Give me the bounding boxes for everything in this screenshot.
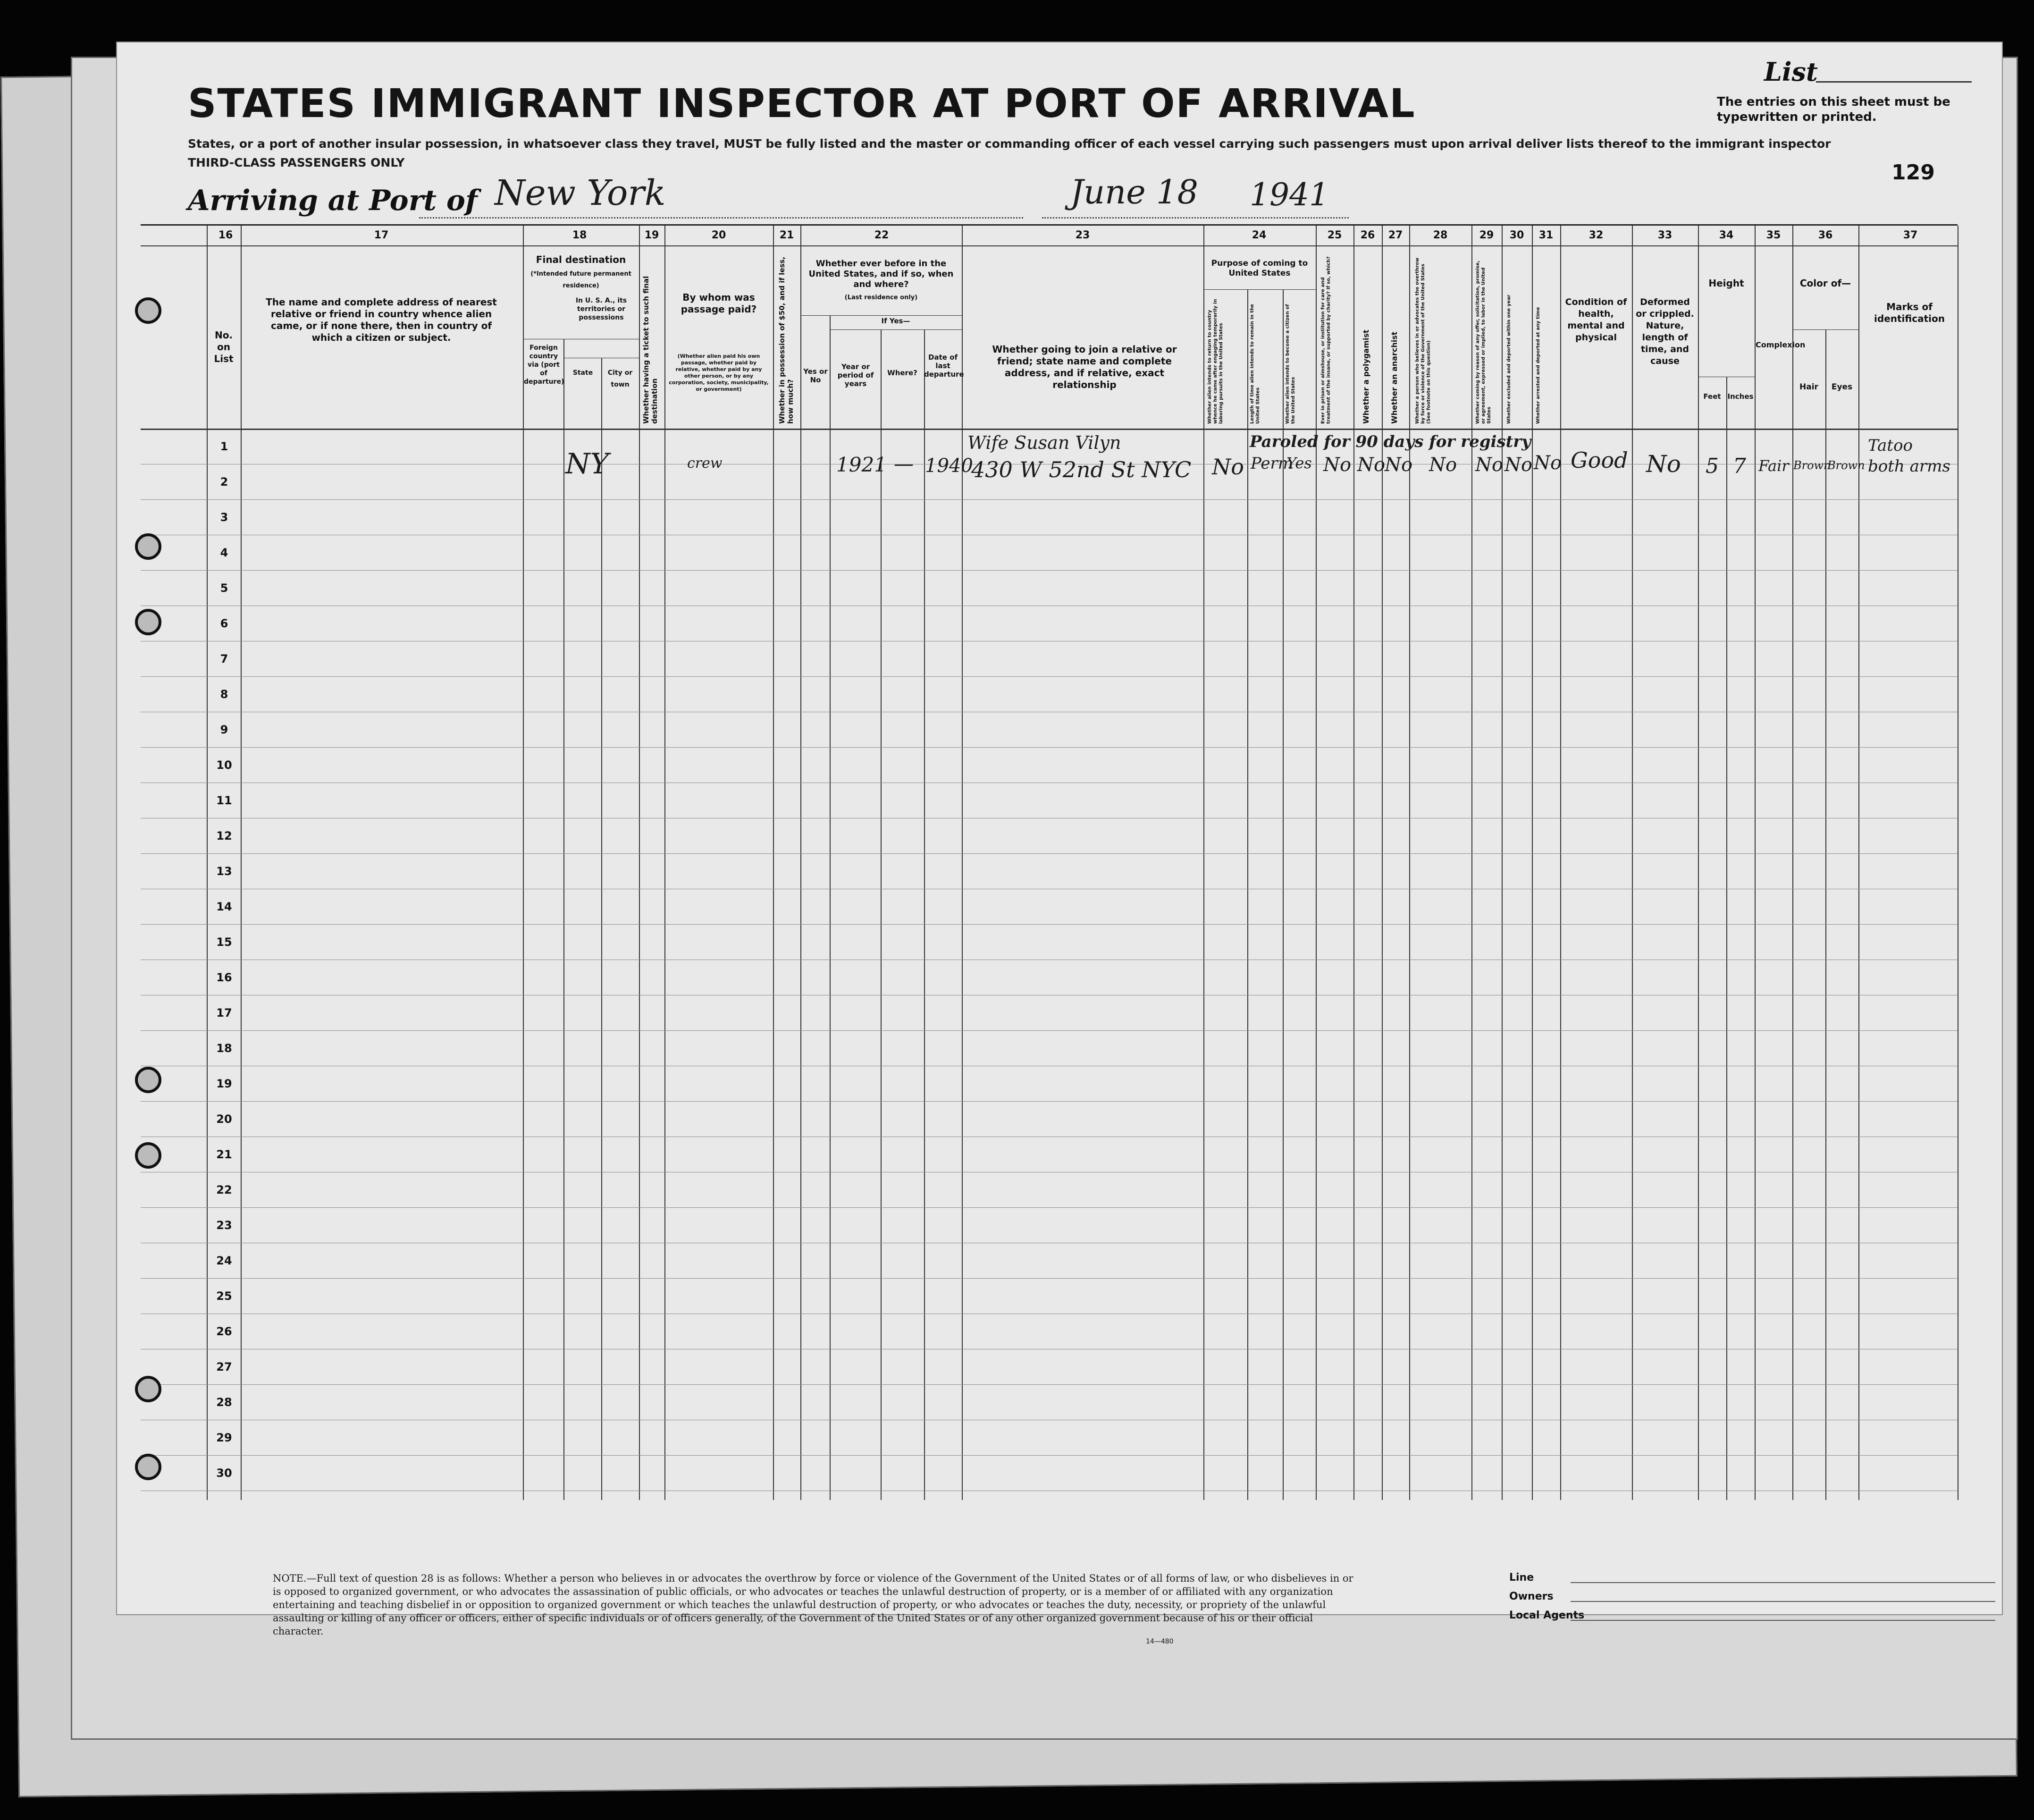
header-where: Where? <box>887 369 917 377</box>
column-rule <box>1409 226 1410 1500</box>
column-number: 20 <box>711 229 726 241</box>
row-number: 26 <box>216 1325 232 1338</box>
form-number: 14—480 <box>1146 1638 1174 1645</box>
row-rule <box>141 1207 1958 1208</box>
column-rule <box>1203 226 1204 1500</box>
header-deported: Whether arrested and deported at any time <box>1536 307 1541 424</box>
column-number: 28 <box>1433 229 1448 241</box>
entry-length-of-stay: Perm <box>1251 454 1293 473</box>
row-number: 9 <box>220 723 228 736</box>
class-line: THIRD-CLASS PASSENGERS ONLY <box>188 156 405 169</box>
line-blank <box>1571 1582 1995 1583</box>
header-state: State <box>572 369 593 377</box>
entry-polygamist: No <box>1357 454 1386 476</box>
page-title: STATES IMMIGRANT INSPECTOR AT PORT OF ARRIVAL <box>188 80 1416 126</box>
column-number-divider <box>141 245 1958 246</box>
entry-relative-name: Wife Susan Vilyn <box>967 432 1121 453</box>
header-joining-relative: Whether going to join a relative or friend; state name and complete address, and if relative, exact relationship <box>992 344 1177 390</box>
entry-year-period: 1921 <box>836 453 887 476</box>
column-rule <box>1698 226 1699 1500</box>
binder-hole <box>135 1142 161 1169</box>
row-rule <box>141 499 1958 500</box>
header-color-of: Color of— <box>1799 278 1851 289</box>
column-rule <box>924 329 925 1500</box>
header-height: Height <box>1708 278 1744 289</box>
column-rule <box>1560 226 1561 1500</box>
column-rule <box>962 226 963 1500</box>
header-anarchist: Whether an anarchist <box>1390 331 1399 424</box>
list-number-line <box>1816 81 1972 83</box>
header-passage-paid-sub: (Whether alien paid his own passage, whether paid by relative, whether paid by any other person, or by any corporation, society, municipality, or government) <box>669 353 769 392</box>
header-deformed: Deformed or crippled. Nature, length of time, and cause <box>1636 297 1694 366</box>
column-rule <box>1726 377 1727 1500</box>
column-number: 27 <box>1388 229 1403 241</box>
row-number: 28 <box>216 1396 232 1409</box>
header-prison: Ever in prison or almshouse, or institution for care and treatment of the insane, or supported by charity? If so, which? <box>1320 256 1331 424</box>
column-rule <box>1353 226 1354 1500</box>
header-complexion: Complexion <box>1756 340 1806 349</box>
column-number: 35 <box>1766 229 1781 241</box>
port-value: New York <box>495 173 666 213</box>
binder-hole <box>135 609 161 635</box>
row-number: 27 <box>216 1360 232 1373</box>
entries-note: The entries on this sheet must be typewritten or printed. <box>1717 95 1950 124</box>
column-rule <box>664 226 665 1500</box>
column-rule <box>881 329 882 1500</box>
header-yes-no: Yes or No <box>803 367 828 384</box>
row-number: 19 <box>216 1077 232 1090</box>
header-polygamist: Whether a polygamist <box>1362 329 1370 424</box>
column-number: 18 <box>572 229 587 241</box>
column-rule <box>1247 289 1248 1500</box>
header-money: Whether in possession of $50, and if less, how much? <box>778 256 795 424</box>
line-label: Line <box>1509 1572 1534 1584</box>
entry-deported: No <box>1534 452 1562 474</box>
header-rule <box>830 329 962 330</box>
binder-hole <box>135 533 161 560</box>
entry-excluded: No <box>1504 454 1533 476</box>
entry-hair: Brown <box>1793 459 1831 472</box>
entry-state: NY <box>565 447 609 480</box>
entry-feet: 5 <box>1706 454 1719 478</box>
column-number: 36 <box>1818 229 1833 241</box>
column-number: 17 <box>374 229 389 241</box>
header-passage-paid: By whom was passage paid? <box>681 292 757 315</box>
instruction-line: States, or a port of another insular possession, in whatsoever class they travel, MUST be fully listed and the master or commanding officer of each vessel carrying such passengers must upon arrival deliver lists thereof to the immigrant inspector <box>188 137 1831 151</box>
column-number: 37 <box>1903 229 1918 241</box>
header-marks: Marks of identification <box>1874 301 1945 324</box>
column-rule <box>1532 226 1533 1500</box>
header-in-usa: In U. S. A., its territories or possessions <box>575 297 627 321</box>
column-number: 19 <box>644 229 659 241</box>
row-number: 3 <box>220 511 228 524</box>
binder-hole <box>135 1376 161 1402</box>
column-rule <box>1792 226 1793 1500</box>
arriving-label: Arriving at Port of <box>188 184 478 217</box>
entry-deformed: No <box>1646 450 1681 478</box>
agents-blank <box>1571 1620 1995 1621</box>
column-number: 33 <box>1657 229 1673 241</box>
column-rule <box>1502 226 1503 1500</box>
column-rule <box>1858 226 1859 1500</box>
header-before-in-us-sub: (Last residence only) <box>844 294 918 301</box>
header-final-destination-sub: (*Intended future permanent residence) <box>530 270 631 289</box>
header-city: City or town <box>607 369 633 388</box>
entry-prison: No <box>1323 454 1352 476</box>
header-length-of-stay: Length of time alien intends to remain in the United States <box>1250 304 1261 424</box>
row-rule <box>141 1101 1958 1102</box>
row-number: 21 <box>216 1148 232 1161</box>
row-number: 23 <box>216 1219 232 1232</box>
column-number: 32 <box>1589 229 1604 241</box>
binder-hole <box>135 1067 161 1093</box>
header-rule <box>1203 289 1316 290</box>
binder-hole <box>135 297 161 324</box>
column-rule <box>1471 226 1472 1500</box>
header-purpose: Purpose of coming to United States <box>1211 259 1308 278</box>
row-number: 15 <box>216 935 232 949</box>
column-rule <box>773 226 774 1500</box>
row-number: 13 <box>216 865 232 878</box>
row-number: 4 <box>220 546 228 559</box>
row-number: 8 <box>220 688 228 701</box>
row-rule <box>141 924 1958 925</box>
column-number: 30 <box>1509 229 1524 241</box>
column-number: 23 <box>1075 229 1090 241</box>
column-number: 26 <box>1360 229 1375 241</box>
row-rule <box>141 1455 1958 1456</box>
column-rule <box>1632 226 1633 1500</box>
column-rule <box>800 226 801 1500</box>
header-feet: Feet <box>1703 392 1721 401</box>
header-if-yes: If Yes— <box>881 317 910 325</box>
header-excluded: Whether excluded and deported within one year <box>1506 295 1512 424</box>
entry-labor-offer: No <box>1475 454 1504 476</box>
row-number: 18 <box>216 1042 232 1055</box>
owners-blank <box>1571 1601 1995 1602</box>
row-number: 14 <box>216 900 232 913</box>
header-hair: Hair <box>1799 382 1818 392</box>
entry-return-intent: No <box>1212 454 1244 480</box>
manifest-table <box>141 224 1958 1542</box>
column-number: 34 <box>1719 229 1734 241</box>
entry-marks: Tatoo both arms <box>1868 436 1950 476</box>
header-before-in-us: Whether ever before in the United States, and if so, when and where? <box>808 259 954 289</box>
column-number: 25 <box>1327 229 1342 241</box>
entry-health: Good <box>1571 447 1628 473</box>
row-number: 22 <box>216 1183 232 1196</box>
header-health: Condition of health, mental and physical <box>1565 297 1627 343</box>
entry-citizen-intent: Yes <box>1286 454 1312 472</box>
entry-stay-note: Paroled for 90 days for registry <box>1250 432 1531 451</box>
column-rule <box>207 226 208 1500</box>
agents-label: Local Agents <box>1509 1609 1585 1621</box>
row-number: 17 <box>216 1006 232 1020</box>
manifest-sheet <box>116 42 2003 1645</box>
row-number: 20 <box>216 1112 232 1126</box>
row-rule <box>141 1278 1958 1279</box>
header-ticket: Whether having a ticket to such final destination <box>642 276 659 424</box>
column-rule <box>830 315 831 1500</box>
row-rule <box>141 676 1958 677</box>
row-rule <box>141 747 1958 748</box>
header-final-destination: Final destination <box>536 254 626 265</box>
column-number: 31 <box>1538 229 1554 241</box>
owners-label: Owners <box>1509 1591 1554 1602</box>
column-number: 21 <box>779 229 794 241</box>
header-relative-abroad: The name and complete address of nearest relative or friend in country whence alien came, or if none there, then in country of which a citizen or subject. <box>266 296 497 343</box>
entry-inches: 7 <box>1733 454 1746 478</box>
footnote-question-28: NOTE.—Full text of question 28 is as follows: Whether a person who believes in or advocates the overthrow by force or violence of the Government of the United States or of all forms of law, or who disbelieves in or is opposed to organized government, or who advocates the assassination of public officials, or who advocates or teaches the unlawful destruction of property, or is a member of or affiliated with any organization entertaining and teaching disbelief in or opposition to organized government or which teaches the unlawful destruction of property, or who advocates or teaches the duty, necessity, or propriety of the unlawful assaulting or killing of any officer or officers, either of specific individuals or of officers generally, of the Government of the United States or of any other organized government because of his or their official character. <box>273 1573 1353 1637</box>
date-value: June 18 <box>1070 173 1198 211</box>
row-number: 25 <box>216 1289 232 1303</box>
entry-where: — <box>894 452 914 475</box>
sheet-number: 129 <box>1891 160 1935 185</box>
column-rule <box>1316 226 1317 1500</box>
row-rule <box>141 1030 1958 1031</box>
header-bottom-divider <box>141 429 1958 430</box>
entry-anarchist: No <box>1385 454 1413 476</box>
column-rule <box>1755 226 1756 1500</box>
header-overthrow: Whether a person who believes in or advocates the overthrow by force or violence of the Government of the United States (See footnote on this question) <box>1415 257 1431 424</box>
list-label: List <box>1764 57 1818 87</box>
column-rule <box>601 358 602 1500</box>
column-number: 29 <box>1479 229 1494 241</box>
header-eyes: Eyes <box>1831 382 1853 392</box>
binder-hole <box>135 1454 161 1480</box>
column-rule <box>241 226 242 1500</box>
column-rule <box>523 226 524 1500</box>
header-list-number: No. on List <box>214 329 234 364</box>
header-labor-offer: Whether coming by reason of any offer, solicitation, promise, or agreement, expressed or implied, to labor in the United States <box>1475 261 1492 424</box>
header-citizen-intent: Whether alien intends to become a citizen of the United States <box>1285 304 1296 424</box>
year-value: 1941 <box>1250 177 1329 213</box>
column-rule <box>639 226 640 1500</box>
row-number: 2 <box>220 475 228 489</box>
column-number: 24 <box>1252 229 1267 241</box>
row-rule <box>141 1384 1958 1385</box>
row-number: 5 <box>220 581 228 595</box>
column-rule <box>1825 329 1826 1500</box>
entry-relative-address: 430 W 52nd St NYC <box>971 457 1192 482</box>
column-rule <box>1382 226 1383 1500</box>
row-number: 29 <box>216 1431 232 1444</box>
column-rule <box>563 339 564 1500</box>
row-number: 6 <box>220 617 228 630</box>
date-line <box>1042 217 1349 219</box>
row-number: 30 <box>216 1466 232 1480</box>
entry-complexion: Fair <box>1758 457 1789 475</box>
row-number: 24 <box>216 1254 232 1267</box>
row-rule <box>141 853 1958 854</box>
row-rule <box>141 570 1958 571</box>
row-number: 11 <box>216 794 232 807</box>
entry-eyes: Brown <box>1827 459 1865 472</box>
row-number: 1 <box>220 440 228 453</box>
column-number: 16 <box>218 229 233 241</box>
header-foreign-country: Foreign country via (port of departure) <box>524 344 564 386</box>
header-year-period: Year or period of years <box>837 362 874 388</box>
port-line <box>419 217 1023 219</box>
column-number: 22 <box>874 229 889 241</box>
header-rule <box>800 315 962 316</box>
header-last-departure: Date of last departure <box>924 353 964 379</box>
row-number: 7 <box>220 652 228 666</box>
row-number: 12 <box>216 829 232 843</box>
entry-passage: crew <box>687 455 723 472</box>
row-number: 10 <box>216 758 232 772</box>
entry-last-departure: 1940 <box>925 455 973 477</box>
header-return-intent: Whether alien intends to return to country whence he came after engaging temporarily in laboring pursuits in the United States <box>1207 299 1224 424</box>
header-inches: Inches <box>1727 392 1754 401</box>
entry-overthrow: No <box>1429 454 1457 476</box>
header-rule <box>1792 329 1858 330</box>
row-number: 16 <box>216 971 232 984</box>
